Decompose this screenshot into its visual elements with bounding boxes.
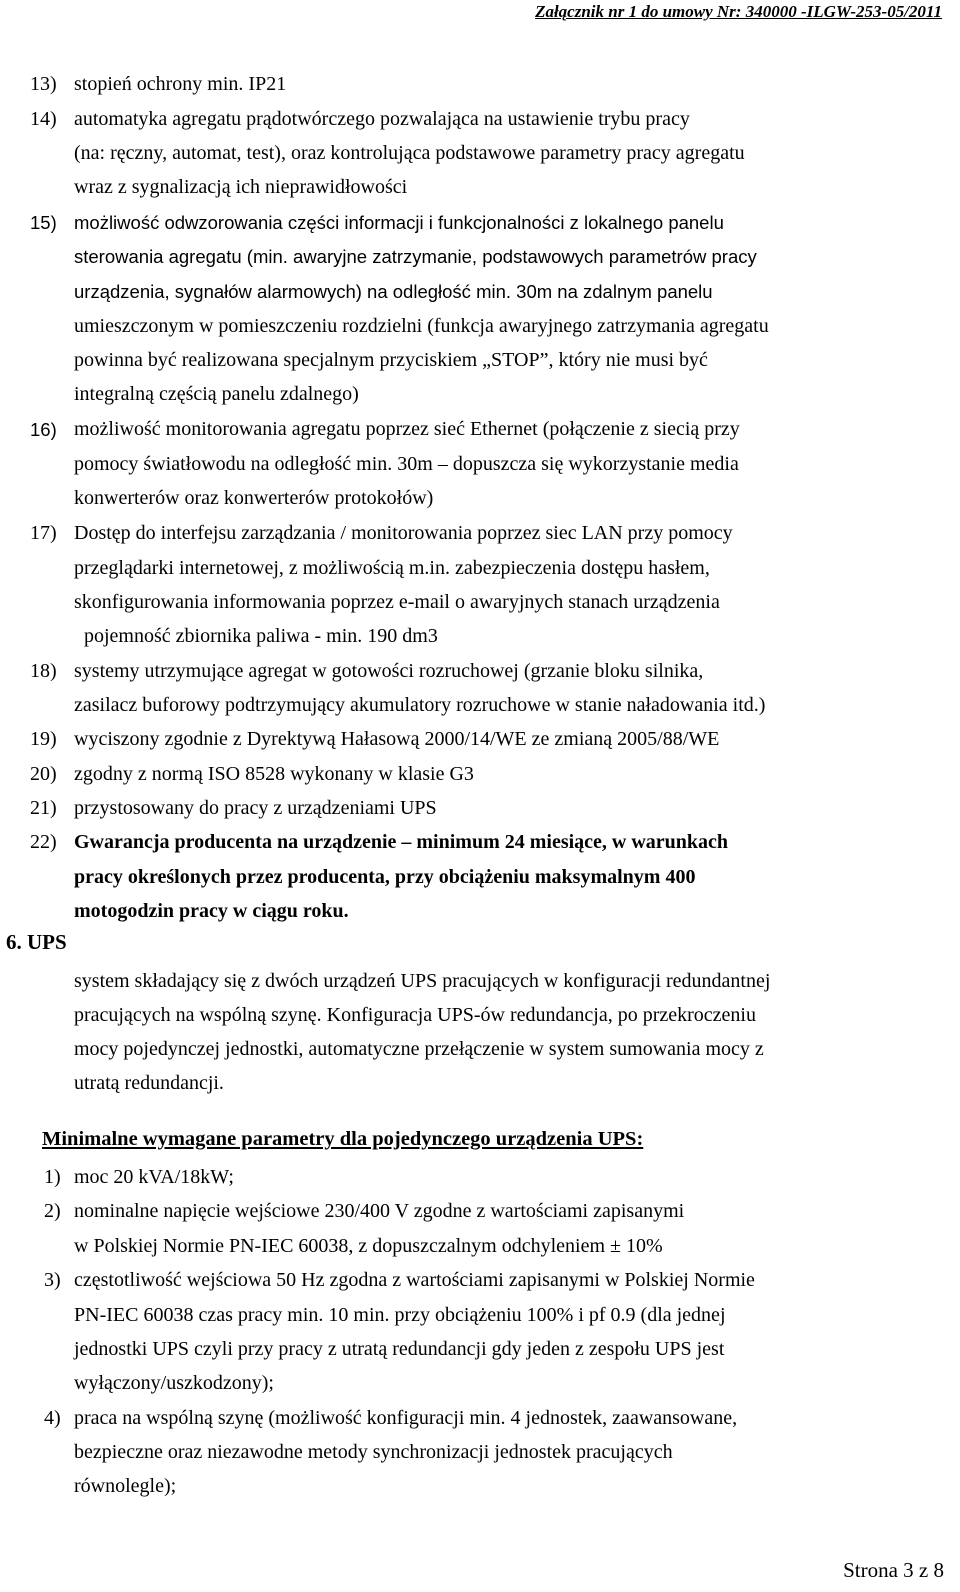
list-number: 22) [30,831,57,853]
param-line: bezpieczne oraz niezawodne metody synchronizacji jednostek pracujących [74,1441,673,1463]
paragraph-line: utratą redundancji. [74,1072,224,1094]
list-number: 15) [30,212,57,233]
list-item-line: przeglądarki internetowej, z możliwością m.in. zabezpieczenia dostępu hasłem, [74,557,710,579]
list-number: 17) [30,522,57,544]
list-item-line: pojemność zbiornika paliwa - min. 190 dm3 [84,625,438,647]
list-number: 4) [44,1407,61,1429]
list-item-line: (na: ręczny, automat, test), oraz kontrolująca podstawowe parametry pracy agregatu [74,142,745,164]
list-number: 20) [30,763,57,785]
list-number: 13) [30,73,57,95]
list-item-line: możliwość monitorowania agregatu poprzez sieć Ethernet (połączenie z siecią przy [74,418,740,440]
list-item-line: skonfigurowania informowania poprzez e-mail o awaryjnych stanach urządzenia [74,591,720,613]
list-item-line: konwerterów oraz konwerterów protokołów) [74,487,434,509]
list-item-line: przystosowany do pracy z urządzeniami UPS [74,797,437,819]
section-heading: 6. UPS [6,930,67,954]
list-item-line: możliwość odwzorowania części informacji i funkcjonalności z lokalnego panelu [74,212,724,233]
list-number: 18) [30,660,57,682]
param-line: wyłączony/uszkodzony); [74,1372,274,1394]
param-line: moc 20 kVA/18kW; [74,1166,234,1188]
paragraph-line: pracujących na wspólną szynę. Konfiguracja UPS-ów redundancja, po przekroczeniu [74,1004,756,1026]
list-item-line: systemy utrzymujące agregat w gotowości rozruchowej (grzanie bloku silnika, [74,660,704,682]
list-item-line: powinna być realizowana specjalnym przyciskiem „STOP”, który nie musi być [74,349,708,371]
list-item-line: automatyka agregatu prądotwórczego pozwalająca na ustawienie trybu pracy [74,108,690,130]
list-number: 16) [30,419,57,440]
param-line: częstotliwość wejściowa 50 Hz zgodna z wartościami zapisanymi w Polskiej Normie [74,1269,755,1291]
param-line: nominalne napięcie wejściowe 230/400 V zgodne z wartościami zapisanymi [74,1200,685,1222]
parameters-subheading: Minimalne wymagane parametry dla pojedynczego urządzenia UPS: [42,1128,644,1150]
param-line: w Polskiej Normie PN-IEC 60038, z dopuszczalnym odchyleniem ± 10% [74,1235,663,1257]
warranty-line: pracy określonych przez producenta, przy obciążeniu maksymalnym 400 [74,866,696,888]
list-number: 14) [30,108,57,130]
list-item-line: stopień ochrony min. IP21 [74,73,287,95]
list-number: 3) [44,1269,61,1291]
list-number: 1) [44,1166,61,1188]
warranty-line: motogodzin pracy w ciągu roku. [74,900,349,922]
param-line: jednostki UPS czyli przy pracy z utratą redundancji gdy jeden z zespołu UPS jest [74,1338,725,1360]
paragraph-line: mocy pojedynczej jednostki, automatyczne przełączenie w system sumowania mocy z [74,1038,764,1060]
list-item-line: wraz z sygnalizacją ich nieprawidłowości [74,176,408,198]
contract-header: Załącznik nr 1 do umowy Nr: 340000 -ILGW-253-05/2011 [535,2,942,21]
list-item-line: urządzenia, sygnałów alarmowych) na odległość min. 30m na zdalnym panelu [74,281,713,302]
list-item-line: Dostęp do interfejsu zarządzania / monitorowania poprzez siec LAN przy pomocy [74,522,733,544]
list-item-line: integralną częścią panelu zdalnego) [74,383,359,405]
list-item-line: zgodny z normą ISO 8528 wykonany w klasie G3 [74,763,474,785]
paragraph-line: system składający się z dwóch urządzeń UPS pracujących w konfiguracji redundantnej [74,970,771,992]
param-line: równolegle); [74,1475,177,1497]
list-item-line: zasilacz buforowy podtrzymujący akumulatory rozruchowe w stanie naładowania itd.) [74,694,766,716]
list-item-line: pomocy światłowodu na odległość min. 30m – dopuszcza się wykorzystanie media [74,453,739,475]
page-number: Strona 3 z 8 [843,1558,944,1582]
list-number: 2) [44,1200,61,1222]
warranty-line: Gwarancja producenta na urządzenie – minimum 24 miesiące, w warunkach [74,831,729,853]
param-line: praca na wspólną szynę (możliwość konfiguracji min. 4 jednostek, zaawansowane, [74,1407,738,1429]
list-number: 21) [30,797,57,819]
list-number: 19) [30,728,57,750]
list-item-line: wyciszony zgodnie z Dyrektywą Hałasową 2000/14/WE ze zmianą 2005/88/WE [74,728,720,750]
list-item-line: sterowania agregatu (min. awaryjne zatrzymanie, podstawowych parametrów pracy [74,246,757,267]
list-item-line: umieszczonym w pomieszczeniu rozdzielni (funkcja awaryjnego zatrzymania agregatu [74,315,769,337]
param-line: PN-IEC 60038 czas pracy min. 10 min. przy obciążeniu 100% i pf 0.9 (dla jednej [74,1304,726,1326]
